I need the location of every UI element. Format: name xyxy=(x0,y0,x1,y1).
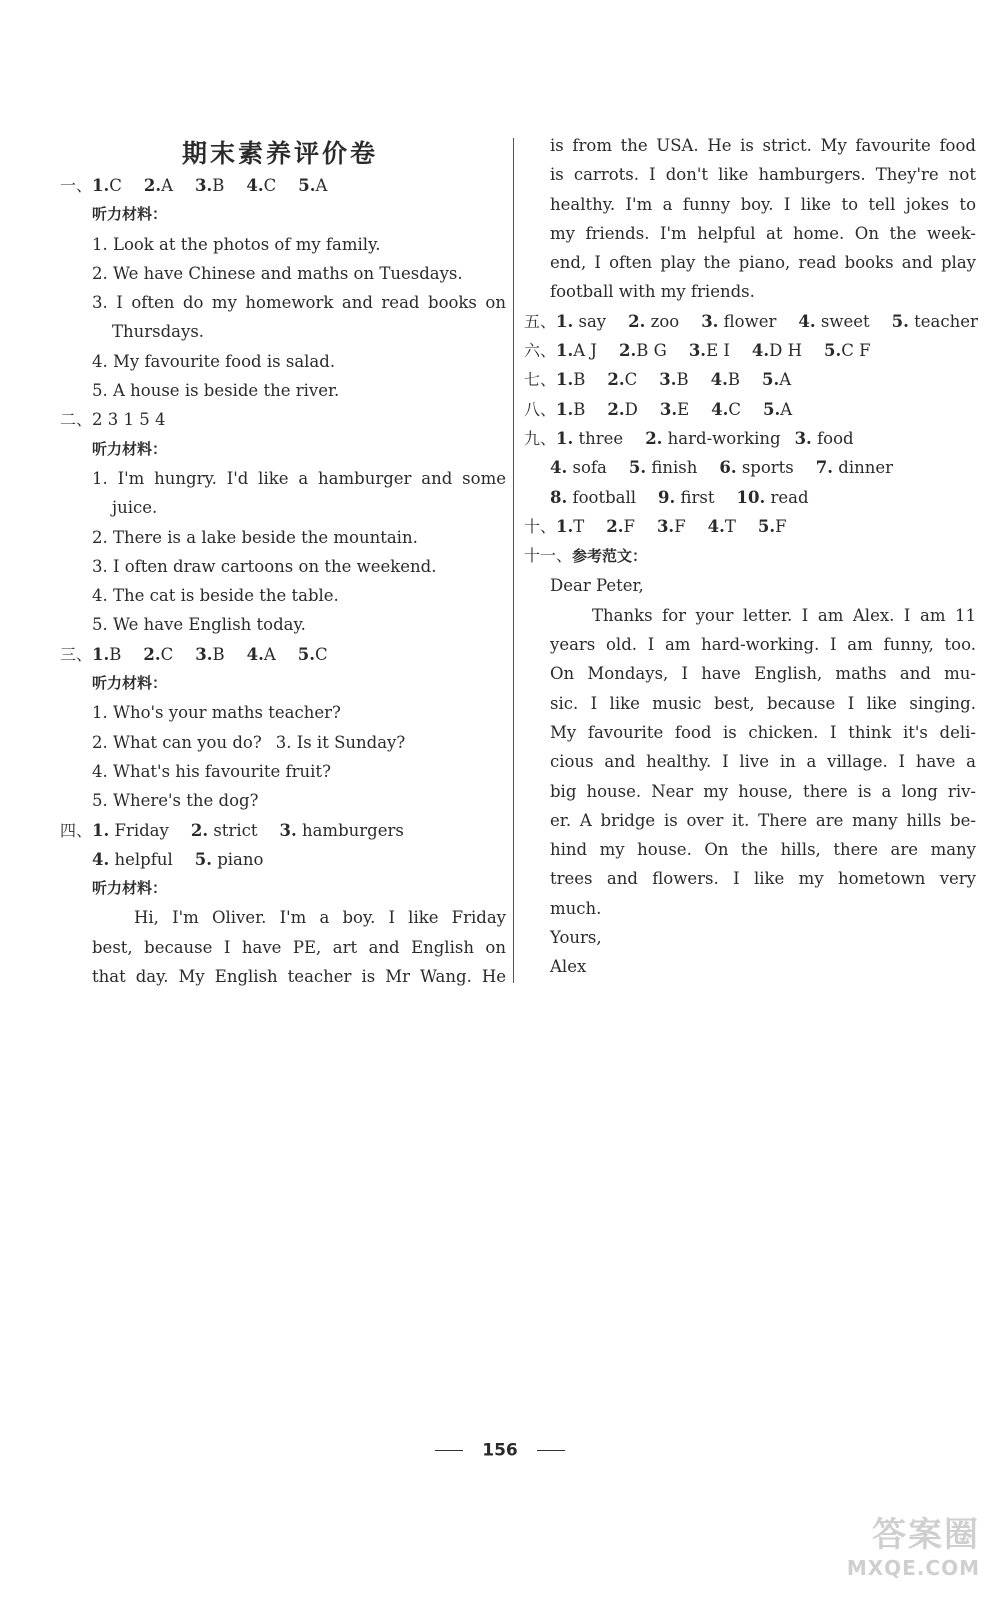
page-footer xyxy=(0,1440,1000,1461)
transcript-line: 4. What's his favourite fruit? xyxy=(92,761,331,781)
transcript-line: 1. I'm hungry. I'd like a hamburger and some xyxy=(92,468,506,488)
transcript-line: 2. What can you do? 3. Is it Sunday? xyxy=(92,732,406,752)
transcript-line: Thursdays. xyxy=(112,322,205,342)
letter-line: sic. I like music best, because I like singing. xyxy=(550,693,976,713)
letter-line: big house. Near my house, there is a long riv- xyxy=(550,781,976,801)
transcript-line: 1. Look at the photos of my family. xyxy=(92,234,381,254)
column-divider xyxy=(513,138,514,983)
letter-closing: Yours, xyxy=(550,928,602,948)
left-column xyxy=(60,171,506,991)
section-6-answers: 六、1.A J 2.B G 3.E I 4.D H 5.C F xyxy=(524,341,871,361)
watermark-logo xyxy=(800,1515,980,1589)
transcript-line: 2. We have Chinese and maths on Tuesdays. xyxy=(92,263,463,283)
section-8-answers: 八、1.B 2.D 3.E 4.C 5.A xyxy=(524,399,793,419)
right-column xyxy=(524,131,976,982)
letter-line: years old. I am hard-working. I am funny, too. xyxy=(550,635,976,655)
passage-line: Hi, I'm Oliver. I'm a boy. I like Friday xyxy=(134,908,506,928)
watermark-url: MXQE.COM xyxy=(846,1556,980,1580)
transcript-line: 1. Who's your maths teacher? xyxy=(92,703,341,723)
listening-label: 听力材料： xyxy=(92,205,168,224)
letter-line: cious and healthy. I live in a village. I have a xyxy=(550,752,976,772)
passage-line: that day. My English teacher is Mr Wang. He xyxy=(92,967,506,987)
passage-line: is carrots. I don't like hamburgers. They're not xyxy=(550,165,976,185)
section-3-answers: 三、1.B 2.C 3.B 4.A 5.C xyxy=(60,644,328,664)
section-9-answers-cont: 8. football 9. first 10. read xyxy=(550,487,809,507)
letter-salutation: Dear Peter, xyxy=(550,576,644,596)
letter-signature: Alex xyxy=(550,957,587,977)
transcript-line: 3. I often draw cartoons on the weekend. xyxy=(92,556,437,576)
section-4-answers: 四、1. Friday 2. strict 3. hamburgers xyxy=(60,820,404,840)
transcript-line: 5. We have English today. xyxy=(92,615,306,635)
page-number: 156 xyxy=(482,1440,518,1461)
transcript-line: 5. A house is beside the river. xyxy=(92,381,340,401)
transcript-line: juice. xyxy=(112,498,158,518)
passage-line: best, because I have PE, art and English on xyxy=(92,937,506,957)
letter-line: On Mondays, I have English, maths and mu- xyxy=(550,664,976,684)
footer-dash-left xyxy=(435,1450,463,1451)
letter-line: hind my house. On the hills, there are many xyxy=(550,840,976,860)
section-10-answers: 十、1.T 2.F 3.F 4.T 5.F xyxy=(524,516,787,536)
transcript-line: 2. There is a lake beside the mountain. xyxy=(92,527,418,547)
watermark-text: 答案圈 xyxy=(872,1515,980,1555)
letter-line: er. A bridge is over it. There are many hills be- xyxy=(550,810,976,830)
listening-label: 听力材料： xyxy=(92,439,168,458)
letter-line: much. xyxy=(550,898,602,918)
section-7-answers: 七、1.B 2.C 3.B 4.B 5.A xyxy=(524,370,792,390)
transcript-line: 5. Where's the dog? xyxy=(92,791,259,811)
transcript-line: 3. I often do my homework and read books on xyxy=(92,293,506,313)
passage-line: healthy. I'm a funny boy. I like to tell jokes to xyxy=(550,194,976,214)
letter-line: Thanks for your letter. I am Alex. I am 11 xyxy=(592,605,976,625)
section-4-answers-cont: 4. helpful 5. piano xyxy=(92,849,264,869)
page-title: 期末素养评价卷 xyxy=(181,139,378,168)
passage-line: my friends. I'm helpful at home. On the week- xyxy=(550,223,976,243)
listening-label: 听力材料： xyxy=(92,879,168,898)
section-11-heading: 十一、参考范文： xyxy=(524,546,648,566)
transcript-line: 4. My favourite food is salad. xyxy=(92,351,336,371)
section-9-answers: 九、1. three 2. hard-working 3. food xyxy=(524,428,854,448)
section-1-answers: 一、1.C 2.A 3.B 4.C 5.A xyxy=(60,176,328,195)
passage-line: end, I often play the piano, read books and play xyxy=(550,253,976,273)
section-5-answers: 五、1. say 2. zoo 3. flower 4. sweet 5. teacher xyxy=(524,311,978,331)
letter-line: My favourite food is chicken. I think it's deli- xyxy=(550,722,976,742)
footer-dash-right xyxy=(537,1450,565,1451)
letter-line: trees and flowers. I like my hometown very xyxy=(550,869,976,889)
section-2-answers: 二、2 3 1 5 4 xyxy=(60,410,166,430)
passage-line: football with my friends. xyxy=(550,282,755,302)
section-9-answers-cont: 4. sofa 5. finish 6. sports 7. dinner xyxy=(550,458,894,478)
listening-label: 听力材料： xyxy=(92,674,168,693)
transcript-line: 4. The cat is beside the table. xyxy=(92,586,339,606)
passage-line: is from the USA. He is strict. My favourite food xyxy=(550,136,976,155)
